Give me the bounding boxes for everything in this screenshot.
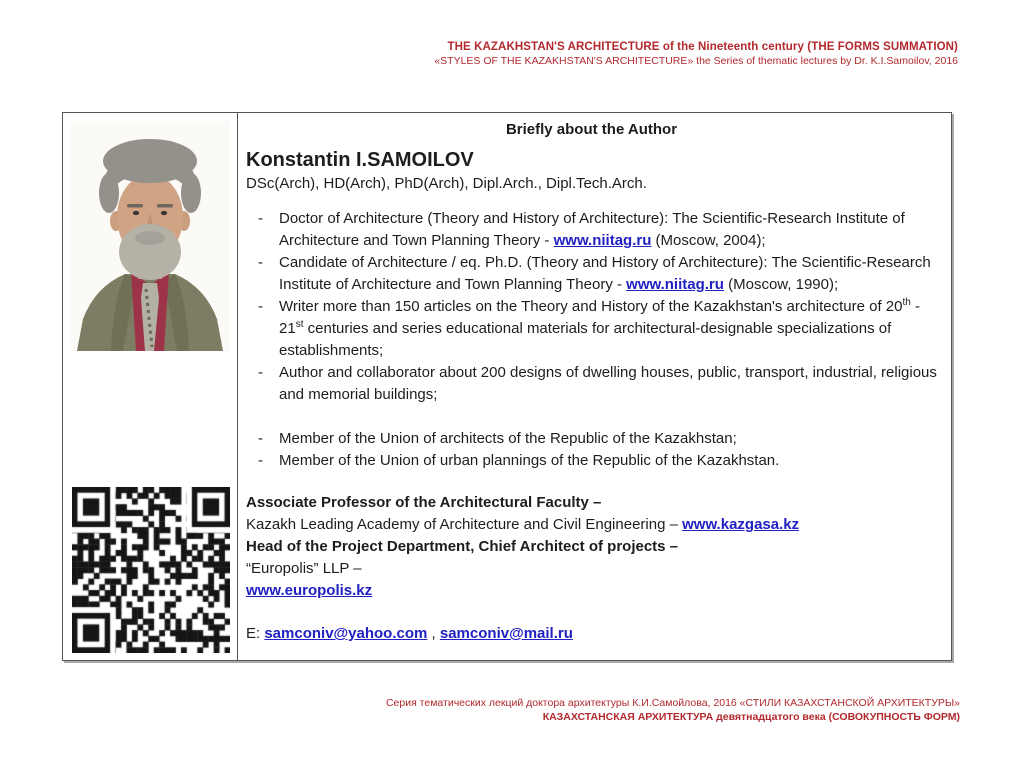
bullet-marker: - xyxy=(258,364,263,381)
author-photo xyxy=(71,121,229,351)
card-title: Briefly about the Author xyxy=(505,121,678,138)
bullet-item xyxy=(246,208,937,252)
author-card xyxy=(62,112,952,661)
text-line xyxy=(246,623,937,645)
bullet-item xyxy=(246,428,937,450)
bullet-marker: - xyxy=(258,298,263,315)
author-positions xyxy=(246,492,937,602)
bullet-marker: - xyxy=(258,254,263,271)
text-segment: Member of the Union of architects of the Republic of the Kazakhstan; xyxy=(279,430,737,447)
text-line xyxy=(246,580,937,602)
bullet-text xyxy=(279,450,937,472)
text-segment: (Moscow, 2004); xyxy=(651,232,766,249)
bullet-item xyxy=(246,450,937,472)
text-segment: Candidate of Architecture / eq. Ph.D. (Theory and History of Architecture): The Scientific-Research Institute of Architecture and Town Planning Theory - xyxy=(279,254,931,293)
author-portrait-illustration xyxy=(71,121,229,351)
link[interactable]: samconiv@yahoo.com xyxy=(264,625,428,642)
text-line xyxy=(246,558,937,580)
text-segment: st xyxy=(295,319,304,330)
header-subtitle: «STYLES OF THE KAZAKHSTAN'S ARCHITECTURE» the Series of thematic lectures by Dr. K.I.Samoilov, 2016 xyxy=(434,55,958,67)
bullet-text xyxy=(279,208,937,252)
bullet-item xyxy=(246,362,937,406)
footer-series-line: Серия тематических лекций доктора архитектуры К.И.Самойлова, 2016 «СТИЛИ КАЗАХСТАНСКОЙ АРХИТЕКТУРЫ» xyxy=(385,697,960,709)
bullet-marker: - xyxy=(258,452,263,469)
text-segment: - 21 xyxy=(279,298,920,337)
author-achievements-list xyxy=(246,208,937,472)
author-card-body xyxy=(238,113,951,660)
text-segment: Author and collaborator about 200 designs of dwelling houses, public, transport, industrial, religious and memorial buildings; xyxy=(279,364,937,403)
bullet-text xyxy=(279,252,937,296)
header-title: THE KAZAKHSTAN'S ARCHITECTURE of the Nineteenth century (THE FORMS SUMMATION) xyxy=(447,41,958,53)
text-line xyxy=(246,492,937,514)
bullet-marker: - xyxy=(258,210,263,227)
qr-code xyxy=(72,487,230,653)
text-line xyxy=(246,514,937,536)
text-segment: Kazakh Leading Academy of Architecture and Civil Engineering – xyxy=(246,516,683,533)
text-segment: Member of the Union of urban plannings of the Republic of the Kazakhstan. xyxy=(279,452,780,469)
slide-footer xyxy=(386,697,960,724)
bullet-text xyxy=(279,362,937,406)
text-segment: th xyxy=(902,297,911,308)
link[interactable]: www.kazgasa.kz xyxy=(682,516,800,533)
text-line xyxy=(246,536,937,558)
link[interactable]: www.niitag.ru xyxy=(626,276,724,293)
text-segment: E: xyxy=(246,625,265,642)
text-segment: Head of the Project Department, Chief Architect of projects – xyxy=(246,538,679,555)
bullet-text xyxy=(279,296,937,362)
text-segment: centuries and series educational materials for architectural-designable specializations of establishments; xyxy=(279,320,892,359)
bullet-marker: - xyxy=(258,430,263,447)
text-segment: “Europolis” LLP – xyxy=(246,560,362,577)
author-card-left-column xyxy=(63,113,238,660)
author-credentials: DSc(Arch), HD(Arch), PhD(Arch), Dipl.Arch., Dipl.Tech.Arch. xyxy=(246,175,647,192)
bullet-item xyxy=(246,296,937,362)
text-segment: Doctor of Architecture (Theory and History of Architecture): The Scientific-Research Institute of Architecture and Town Planning Theory - xyxy=(279,210,905,249)
author-email-line xyxy=(246,623,937,645)
link[interactable]: www.niitag.ru xyxy=(553,232,652,249)
link[interactable]: samconiv@mail.ru xyxy=(439,625,573,642)
slide-header xyxy=(434,40,958,68)
text-segment: , xyxy=(427,625,440,642)
bullet-item xyxy=(246,252,937,296)
text-segment: (Moscow, 1990); xyxy=(723,276,839,293)
author-name: Konstantin I.SAMOILOV xyxy=(246,149,474,171)
footer-title-line: КАЗАХСТАНСКАЯ АРХИТЕКТУРА девятнадцатого века (СОВОКУПНОСТЬ ФОРМ) xyxy=(542,710,960,723)
bullet-text xyxy=(279,428,937,450)
link[interactable]: www.europolis.kz xyxy=(246,582,373,599)
text-segment: Writer more than 150 articles on the Theory and History of the Kazakhstan's architecture of 20 xyxy=(279,298,903,315)
text-segment: Associate Professor of the Architectural Faculty – xyxy=(246,494,602,511)
